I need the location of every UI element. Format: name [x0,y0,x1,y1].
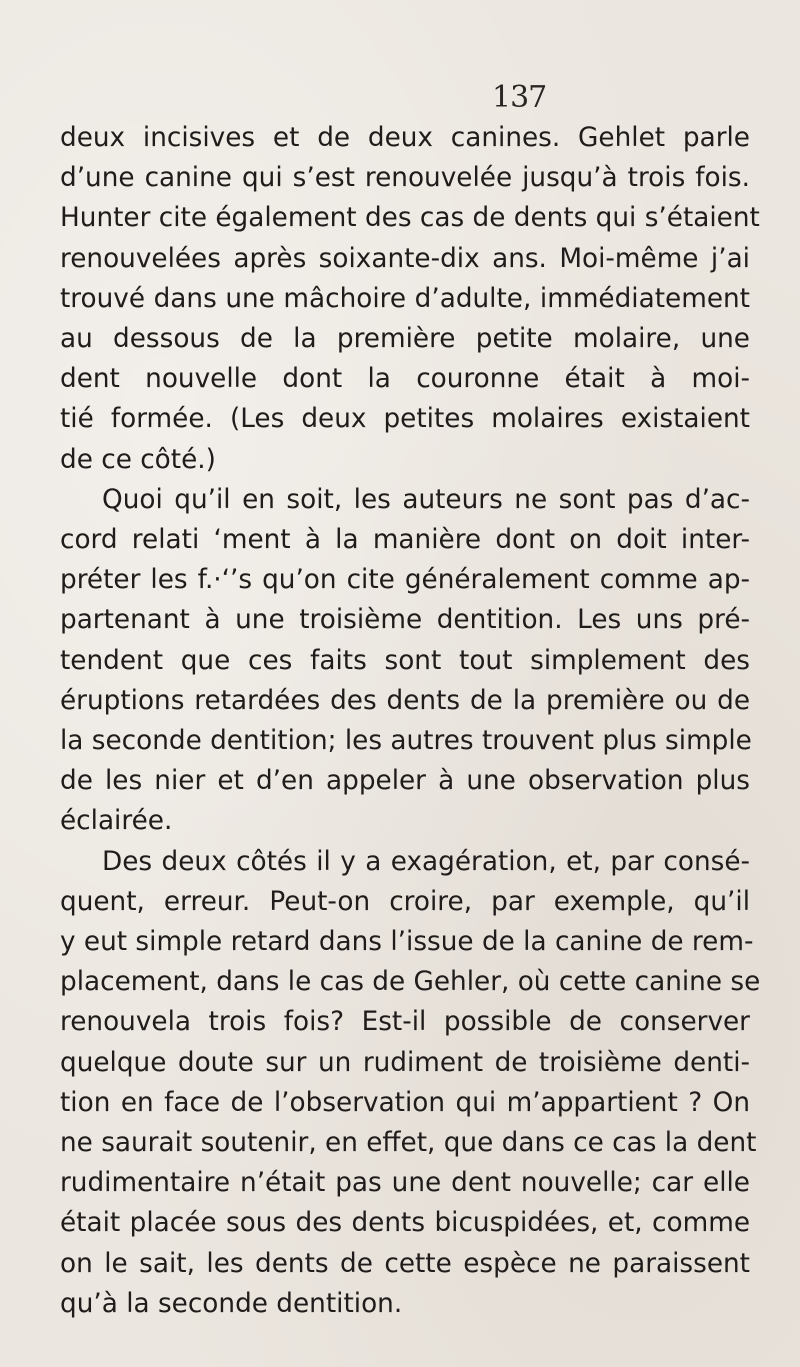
text-line: de ce côté.) [60,444,216,475]
text-line: qu’à la seconde dentition. [60,1288,403,1319]
text-line: renouvela trois fois? Est-il possible de conserver [60,1007,750,1038]
text-line: dent nouvelle dont la couronne était à moi- [60,364,750,395]
text-line: quelque doute sur un rudiment de troisième denti- [60,1047,750,1078]
text-line: de les nier et d’en appeler à une observation plus [60,766,750,797]
text-line: éruptions retardées des dents de la première ou de [60,685,750,716]
text-line: renouvelées après soixante-dix ans. Moi-même j’ai [60,243,750,274]
text-line: quent, erreur. Peut-on croire, par exemple, qu’il [60,886,750,917]
text-line: deux incisives et de deux canines. Gehlet parle [60,123,750,153]
text-line: d’une canine qui s’est renouvelée jusqu’à trois fois. [60,163,750,194]
page-number: 137 [492,80,547,115]
text-line: Quoi qu’il en soit, les auteurs ne sont pas d’ac- [102,484,750,515]
text-line: cord relati ‘ment à la manière dont on doit inter- [60,525,750,556]
text-line: tendent que ces faits sont tout simplement des [60,645,750,676]
text-line: trouvé dans une mâchoire d’adulte, immédiatement [60,283,750,314]
body-text [60,118,761,1324]
text-line: la seconde dentition; les autres trouvent plus simple [60,726,752,757]
text-line: Hunter cite également des cas de dents qui s’étaient [60,203,760,234]
text-line: ne saurait soutenir, en effet, que dans ce cas la dent [60,1128,757,1159]
text-line: partenant à une troisième dentition. Les uns pré- [60,605,750,636]
text-line: y eut simple retard dans l’issue de la canine de rem- [60,927,754,958]
text-line: on le sait, les dents de cette espèce ne paraissent [60,1248,750,1279]
text-line: rudimentaire n’était pas une dent nouvelle; car elle [60,1168,750,1199]
text-line: Des deux côtés il y a exagération, et, par consé- [102,846,750,877]
text-line: au dessous de la première petite molaire, une [60,324,750,355]
text-line: éclairée. [60,806,173,837]
text-line: placement, dans le cas de Gehler, où cette canine se [60,967,761,998]
text-line: tié formée. (Les deux petites molaires existaient [60,404,750,435]
text-line: préter les f.·‘’s qu’on cite généralement comme ap- [60,565,750,596]
text-line: tion en face de l’observation qui m’appartient ? On [60,1087,750,1118]
text-line: était placée sous des dents bicuspidées, et, comme [60,1208,750,1239]
